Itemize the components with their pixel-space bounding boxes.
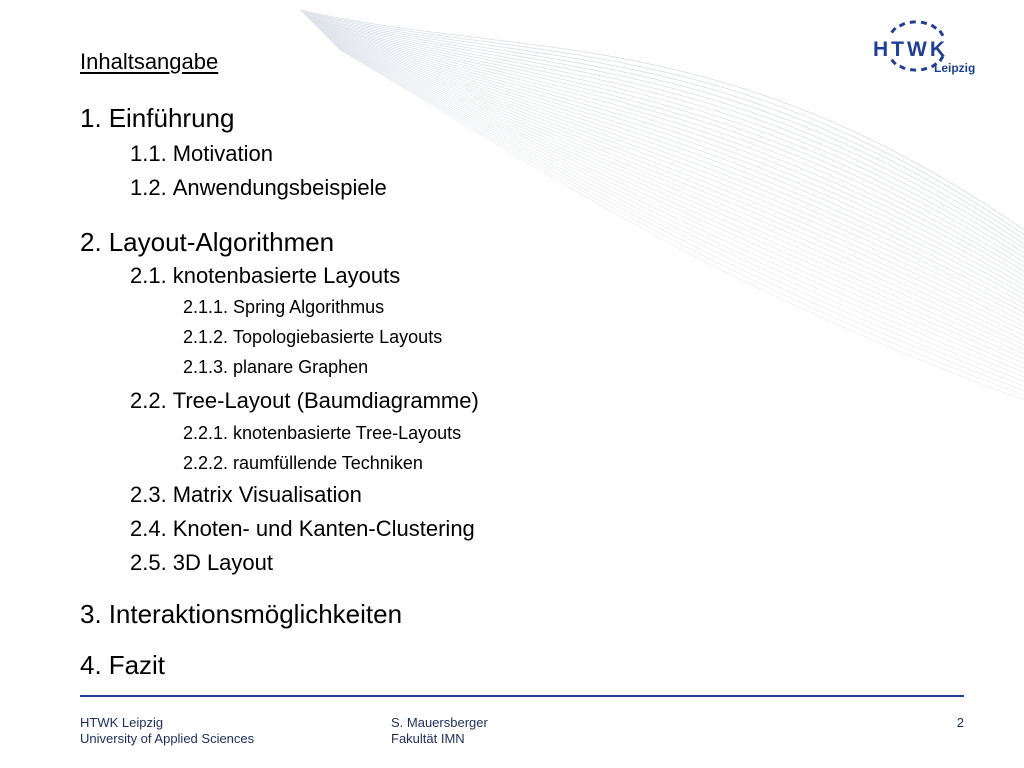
toc-entry — [130, 518, 475, 540]
toc-entry-number: 2.1.1. — [183, 297, 229, 317]
logo-dot — [910, 68, 916, 72]
page-title: Inhaltsangabe — [80, 49, 219, 74]
footer-faculty: Fakultät IMN — [391, 731, 465, 746]
footer-institution — [80, 715, 254, 747]
toc-entry — [130, 265, 400, 287]
footer-institution-subtitle: University of Applied Sciences — [80, 731, 255, 746]
logo-text: HTWK — [873, 38, 948, 61]
toc-entry-label: knotenbasierte Layouts — [172, 263, 401, 288]
toc-entry-number: 1.1. — [130, 141, 167, 166]
footer-institution-name: HTWK Leipzig — [80, 715, 164, 730]
toc-entry — [183, 358, 368, 376]
logo-dot — [930, 24, 937, 30]
toc-entry-number: 2.2.1. — [183, 423, 229, 443]
toc-entry-number: 2.1.3. — [183, 357, 229, 377]
toc-entry-label: Anwendungsbeispiele — [172, 175, 387, 200]
toc-entry — [183, 298, 384, 316]
logo-dot — [939, 30, 945, 37]
toc-entry-label: Interaktionsmöglichkeiten — [108, 599, 403, 629]
toc-entry — [80, 652, 165, 678]
logo-dot — [921, 21, 928, 25]
toc-entry — [130, 484, 362, 506]
toc-entry-label: knotenbasierte Tree-Layouts — [233, 423, 462, 443]
toc-entry-label: raumfüllende Techniken — [233, 453, 423, 473]
footer-author-name: S. Mauersberger — [391, 715, 488, 730]
toc-entry — [130, 552, 273, 574]
toc-entry — [80, 105, 234, 131]
htwk-logo — [866, 18, 986, 78]
toc-entry — [183, 328, 442, 346]
toc-entry-number: 3. — [80, 599, 102, 629]
toc-entry-label: 3D Layout — [172, 550, 273, 575]
toc-entry-number: 4. — [80, 650, 102, 680]
toc-entry-label: Topologiebasierte Layouts — [233, 327, 443, 347]
toc-entry-number: 2.2.2. — [183, 453, 229, 473]
toc-entry-label: Spring Algorithmus — [233, 297, 385, 317]
toc-entry — [130, 177, 387, 199]
page-number: 2 — [956, 715, 964, 730]
toc-entry-number: 2.5. — [130, 550, 167, 575]
toc-entry-number: 2. — [80, 227, 102, 257]
logo-dot — [910, 20, 916, 24]
toc-entry-label: Knoten- und Kanten-Clustering — [172, 516, 475, 541]
toc-entry — [130, 143, 273, 165]
toc-entry-label: Layout-Algorithmen — [108, 227, 335, 257]
toc-entry — [80, 229, 334, 255]
toc-entry-number: 2.2. — [130, 388, 167, 413]
toc-entry-number: 1. — [80, 103, 102, 133]
toc-entry-label: Motivation — [172, 141, 273, 166]
toc-entry-number: 2.1.2. — [183, 327, 229, 347]
toc-entry-number: 2.1. — [130, 263, 167, 288]
logo-dot — [921, 67, 928, 72]
logo-subtext: Leipzig — [934, 61, 976, 75]
toc-entry-number: 2.4. — [130, 516, 167, 541]
footer-author — [391, 715, 488, 747]
toc-entry — [183, 424, 461, 442]
toc-entry-number: 2.3. — [130, 482, 167, 507]
toc-entry — [80, 601, 402, 627]
toc-entry-number: 1.2. — [130, 175, 167, 200]
toc-entry-label: Fazit — [108, 650, 166, 680]
logo-dot — [890, 27, 896, 33]
logo-dot — [899, 22, 906, 27]
toc-entry-label: planare Graphen — [233, 357, 369, 377]
footer-divider — [80, 695, 964, 697]
toc-entry-label: Einführung — [108, 103, 235, 133]
toc-entry — [130, 390, 479, 412]
logo-dot — [899, 65, 906, 70]
toc-entry-label: Tree-Layout (Baumdiagramme) — [172, 388, 479, 413]
toc-entry — [183, 454, 423, 472]
toc-entry-label: Matrix Visualisation — [172, 482, 362, 507]
